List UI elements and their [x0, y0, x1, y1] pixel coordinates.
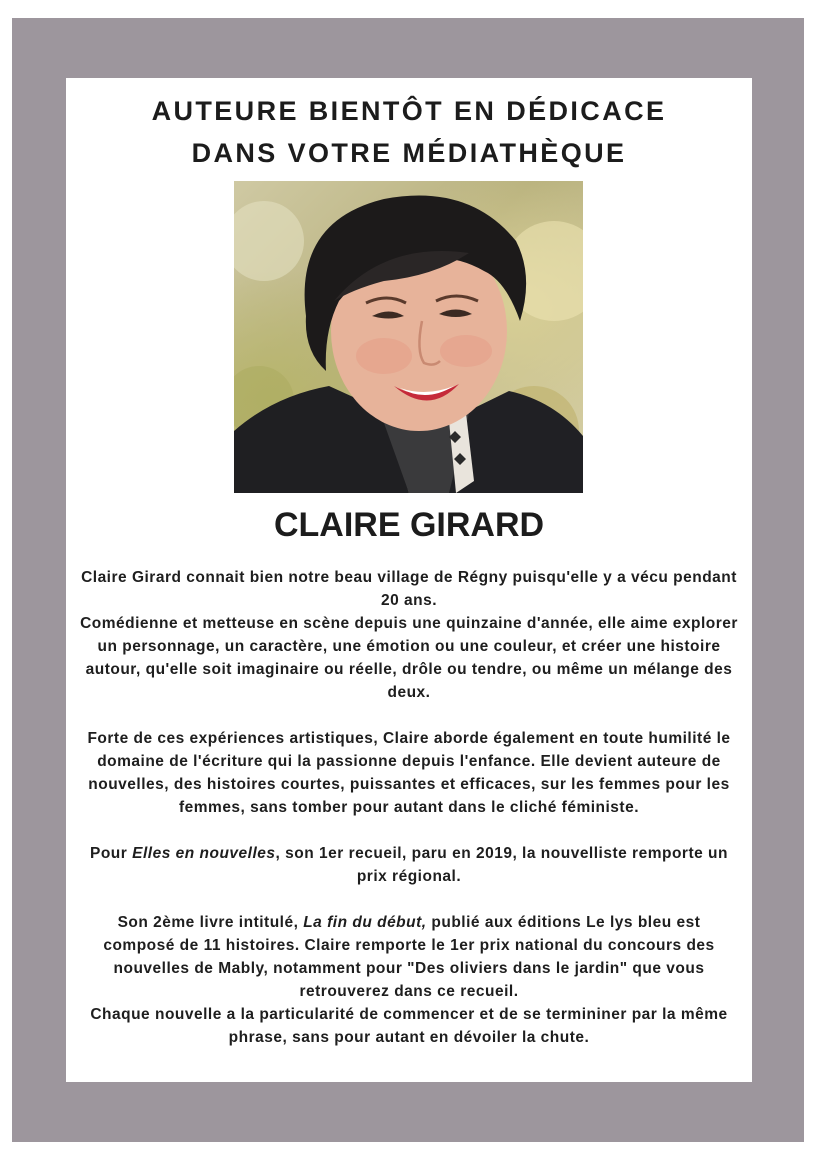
bio-paragraph-3-after: , son 1er recueil, paru en 2019, la nouvelliste remporte un prix régional. [275, 845, 728, 885]
bio-paragraph-1-line-1: Claire Girard connait bien notre beau village de Régny puisqu'elle y a vécu pendant 20 ans. [81, 569, 737, 609]
poster-sheet [66, 78, 752, 1082]
headline-line-2: DANS VOTRE MÉDIATHÈQUE [191, 138, 627, 168]
author-name: CLAIRE GIRARD [273, 506, 545, 544]
bio-paragraph-4 [80, 911, 738, 1049]
bio-paragraph-3 [80, 842, 738, 888]
poster-headline [66, 90, 752, 174]
bio-paragraph-4-after: publié aux éditions Le lys bleu est composé de 11 histoires. Claire remporte le 1er prix national du concours des nouvelles de Mably, notamment pour "Des oliviers dans le jardin" que vous retrouverez dans ce recueil. [103, 914, 715, 1000]
bio-paragraph-1 [80, 566, 738, 704]
author-biography [80, 566, 738, 1049]
book-title-la-fin-du-debut: La fin du début, [303, 914, 427, 931]
bio-paragraph-4-before: Son 2ème livre intitulé, [117, 914, 304, 931]
bio-paragraph-2: Forte de ces expériences artistiques, Claire aborde également en toute humilité le domaine de l'écriture qui la passionne depuis l'enfance. Elle devient auteure de nouvelles, des histoires courtes, puissantes et efficaces, sur les femmes pour les femmes, sans tomber pour autant dans le cliché féministe. [87, 730, 731, 816]
bio-paragraph-1-line-2: Comédienne et metteuse en scène depuis une quinzaine d'année, elle aime explorer un personnage, un caractère, une émotion ou une couleur, et créer une histoire autour, qu'elle soit imaginaire ou réelle, drôle ou tendre, ou même un mélange des deux. [80, 615, 738, 701]
bio-paragraph-3-before: Pour [90, 845, 133, 862]
headline-line-1: AUTEURE BIENTÔT EN DÉDICACE [151, 96, 667, 126]
bio-paragraph-4-line-2: Chaque nouvelle a la particularité de commencer et de se termininer par la même phrase, sans pour autant en dévoiler la chute. [90, 1006, 728, 1046]
author-portrait-photo [234, 181, 583, 493]
book-title-elles-en-nouvelles: Elles en nouvelles [132, 845, 276, 862]
portrait-illustration [234, 181, 583, 493]
